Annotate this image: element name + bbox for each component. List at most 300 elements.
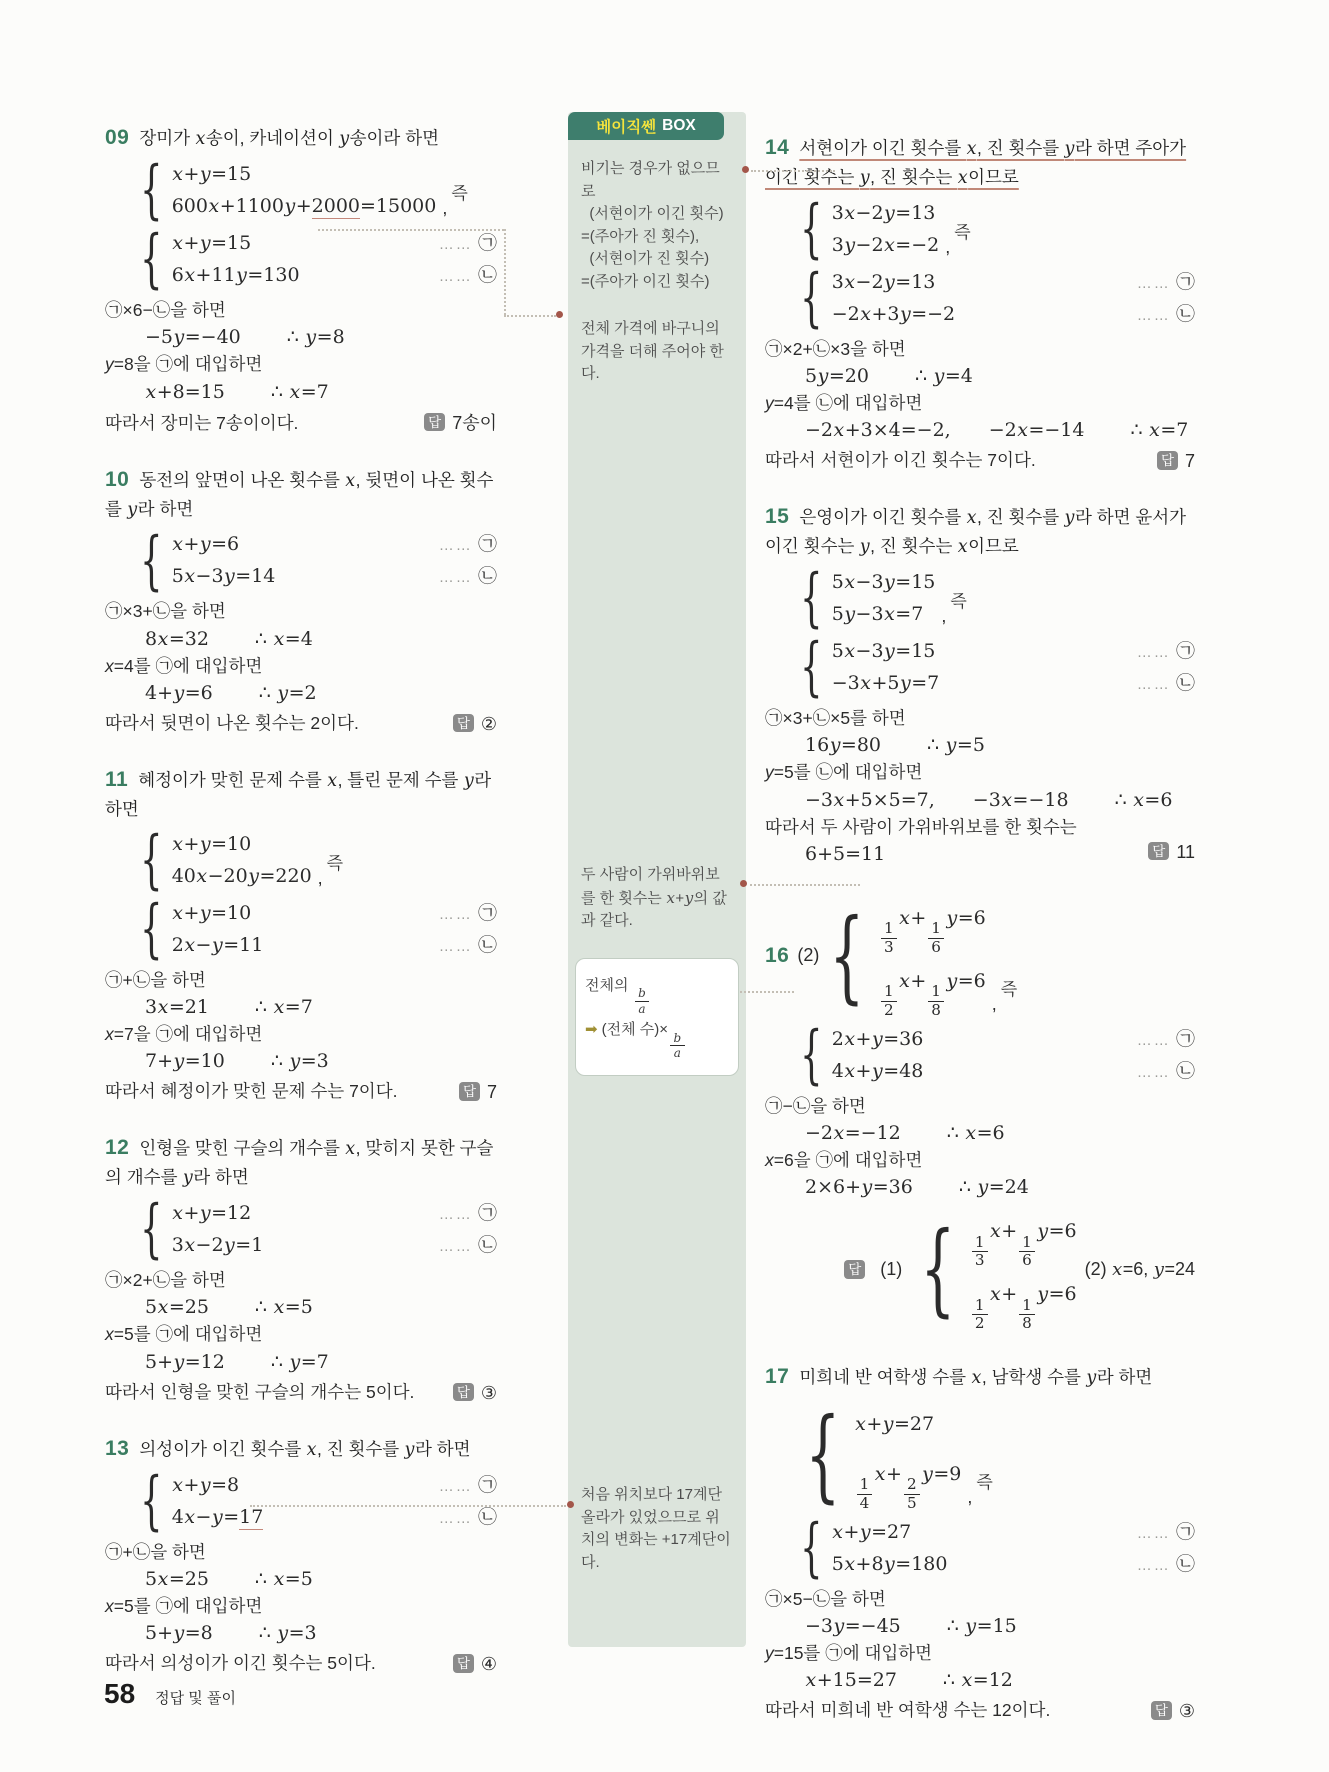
- answer-badge: 답: [1157, 451, 1178, 470]
- answer: [1151, 1701, 1195, 1722]
- solution-step: ㉠×2+㉡을 하면: [105, 1270, 226, 1291]
- equation-tag: …… ㉡: [1136, 1553, 1195, 1575]
- equation-tag: …… ㉠: [438, 534, 497, 556]
- note-line: =(주아가 진 횟수),: [581, 227, 700, 245]
- equation-system: [910, 1206, 1076, 1332]
- system-rows: [831, 636, 1195, 700]
- answer: [1157, 451, 1195, 472]
- answer-badge: 답: [1151, 1701, 1172, 1720]
- equation: 6+5=11: [805, 842, 886, 865]
- equation-tag: …… ㉡: [438, 566, 497, 588]
- system-rows: [831, 1517, 1195, 1581]
- therefore-part: ∴ y=15: [946, 1614, 1017, 1637]
- hint-card: [575, 958, 739, 1076]
- equation-row: [832, 198, 940, 230]
- solution-step: ㉠−㉡을 하면: [765, 1095, 866, 1116]
- equation-row: [171, 930, 497, 962]
- problem-number: 14: [765, 136, 790, 159]
- brace-glyph: {: [800, 261, 823, 336]
- equation-row: [172, 829, 312, 861]
- brace-glyph: {: [140, 1463, 163, 1538]
- system-suffix: ,즉: [967, 1472, 993, 1507]
- equation: 5y=20: [805, 365, 869, 388]
- problem-number: 16: [765, 943, 790, 967]
- equation: $\frac{1}{3}$ x+ $\frac{1}{6}$ y=6: [879, 893, 986, 956]
- equation: x+y=15: [172, 232, 252, 255]
- system-rows: [879, 893, 986, 1019]
- therefore-part: ∴ y=5: [927, 734, 985, 757]
- equation: 5x=25: [145, 1296, 209, 1319]
- equation-row: [172, 159, 437, 191]
- equation-system: [135, 1192, 497, 1267]
- problem-title: [105, 763, 497, 824]
- equation-row: [855, 1399, 962, 1449]
- note-line: (서현이가 이긴 횟수): [581, 205, 724, 222]
- answer: [1148, 842, 1195, 863]
- equation-row: [172, 228, 497, 260]
- equation-system: [135, 222, 497, 297]
- equation: x+y=10: [172, 832, 252, 855]
- equation-row: [879, 956, 986, 1019]
- problem-title: [765, 500, 1195, 562]
- left-column: [105, 118, 497, 1703]
- equation: 6x+11y=130: [171, 264, 300, 287]
- equation-tag: …… ㉡: [438, 934, 497, 956]
- equation-line: [145, 381, 497, 403]
- conclusion-line: [765, 447, 1195, 472]
- brace-glyph: {: [800, 1510, 823, 1585]
- note-line: 두 사람이 가위바위보를 한 횟수는 x+y의 값과 같다.: [581, 866, 727, 929]
- equation: $\frac{1}{3}$ x+ $\frac{1}{6}$ y=6: [970, 1206, 1077, 1269]
- conclusion-text: 따라서 의성이가 이긴 횟수는 5이다.: [105, 1653, 376, 1674]
- connector-line: [504, 315, 556, 317]
- page-footer: [104, 1678, 236, 1710]
- therefore-part: ∴ y=3: [258, 1622, 317, 1645]
- equation: x+y=12: [172, 1202, 252, 1225]
- problem-title: [765, 1360, 1195, 1393]
- equation-line: [805, 734, 1195, 756]
- system-rows: [970, 1206, 1077, 1332]
- equation-line: [805, 1669, 1195, 1691]
- equation: 4x+y=48: [831, 1059, 924, 1082]
- equation-row: [172, 1198, 497, 1230]
- equation: 7+y=10: [145, 1050, 225, 1073]
- answer-part: (2) x=6, y=24: [1084, 1258, 1195, 1280]
- therefore-part: ∴ x=7: [254, 996, 313, 1019]
- equation-line: [145, 996, 497, 1018]
- connector-dot: [567, 1501, 574, 1508]
- problem-11: [105, 763, 497, 1103]
- brace-glyph: {: [140, 153, 163, 228]
- equation-tag: …… ㉡: [438, 1506, 497, 1528]
- system-suffix: ,즉: [442, 184, 468, 219]
- therefore-part: ∴ x=5: [254, 1296, 313, 1319]
- system-prefix: (2): [797, 945, 820, 966]
- equation: 3x−2y=1: [171, 1234, 264, 1257]
- therefore-part: ∴ y=7: [270, 1350, 329, 1373]
- problem-14: [765, 131, 1195, 472]
- hint-box-column: [568, 112, 746, 1647]
- solution-step: ㉠×2+㉡×3을 하면: [765, 338, 906, 359]
- problem-16: [765, 893, 1195, 1333]
- equation-line: [145, 1296, 497, 1318]
- connector-line: [751, 170, 835, 172]
- problem-number: 12: [105, 1136, 130, 1160]
- answer-badge: 답: [844, 1260, 865, 1279]
- title-text: 장미가 x송이, 카네이션이 y송이라 하면: [139, 128, 440, 149]
- conclusion-line: [105, 710, 497, 735]
- therefore-part: ∴ x=7: [1130, 419, 1189, 442]
- solution-step: ㉠×3+㉡×5를 하면: [765, 708, 906, 729]
- problem-title: [765, 131, 1195, 193]
- answer: [453, 1654, 497, 1675]
- note-line: 비기는 경우가 없으므로: [581, 160, 720, 200]
- equation-row: [970, 1206, 1077, 1269]
- connector-dot: [740, 880, 747, 887]
- solution-step: x=7을 ㉠에 대입하면: [105, 1024, 263, 1045]
- equation: 3x−2y=13: [831, 201, 936, 224]
- equation-row: [831, 668, 1195, 700]
- equation-tag: …… ㉡: [1136, 303, 1195, 325]
- equation-row: [832, 599, 936, 631]
- problem-number: 17: [765, 1365, 790, 1389]
- answer-value: 11: [1176, 841, 1195, 862]
- equation: 5+y=8: [145, 1622, 213, 1645]
- brand-label: 베이직쎈: [596, 119, 657, 136]
- equation: 4x−y=17: [171, 1505, 264, 1528]
- conclusion-line: [105, 1650, 497, 1675]
- equation-row: [831, 1549, 1195, 1581]
- answer-value: ③: [1178, 1701, 1195, 1722]
- equation-line: [805, 365, 1195, 387]
- equation-system: [135, 153, 497, 228]
- answer-badge: 답: [453, 1383, 474, 1402]
- equation: 3x−2y=13: [831, 270, 936, 293]
- equation-system: [135, 1463, 497, 1538]
- problem-number: 09: [105, 126, 130, 149]
- equation: 16y=80: [805, 734, 882, 757]
- equation-row: [172, 529, 497, 561]
- solution-step: x=6을 ㉠에 대입하면: [765, 1150, 923, 1171]
- equation-system: [135, 823, 497, 897]
- brace-glyph: {: [920, 1210, 956, 1328]
- equation-row: [171, 260, 497, 292]
- conclusion-text: 따라서 뒷면이 나온 횟수는 2이다.: [105, 712, 359, 733]
- equation-system: [765, 893, 1195, 1019]
- problem-number: 13: [105, 1436, 130, 1460]
- equation-row: [831, 636, 1195, 668]
- note-line: 처음 위치보다 17계단 올라가 있었으므로 위치의 변화는 +17계단이다.: [581, 1486, 731, 1571]
- equation-row: [831, 1056, 1195, 1088]
- system-rows: [171, 1198, 497, 1262]
- problem-10: [105, 463, 497, 735]
- system-rows: [831, 267, 1195, 331]
- answer-value: 7: [486, 1082, 497, 1103]
- equation-system: [795, 630, 1195, 705]
- equation-tag: …… ㉠: [1136, 271, 1195, 293]
- right-column: [765, 128, 1195, 1750]
- equation: 5x−3y=15: [831, 571, 936, 594]
- system-rows: [172, 829, 312, 893]
- equation: 5x+8y=180: [831, 1552, 948, 1575]
- title-text: 동전의 앞면이 나온 횟수를 x, 뒷면이 나온 횟수를 y라 하면: [105, 469, 494, 520]
- page-number: 58: [104, 1678, 136, 1709]
- therefore-part: ∴ x=4: [254, 627, 313, 650]
- equation: 2x+y=36: [831, 1027, 924, 1050]
- equation-tag: …… ㉡: [438, 1235, 497, 1257]
- equation-line: [805, 1122, 1195, 1144]
- therefore-part: ∴ y=3: [270, 1050, 329, 1073]
- equation: x+y=6: [172, 533, 240, 556]
- connector-line: [504, 229, 506, 315]
- equation-system: [795, 261, 1195, 336]
- equation-row: [172, 1470, 497, 1502]
- connector-line: [750, 884, 860, 886]
- equation-row: [832, 567, 936, 599]
- brace-glyph: {: [140, 823, 163, 897]
- solution-step: x=5를 ㉠에 대입하면: [105, 1596, 263, 1617]
- problem-title: [105, 1131, 497, 1193]
- system-suffix: ,즉: [991, 979, 1018, 1014]
- equation-row: [970, 1269, 1077, 1332]
- equation-system: [135, 523, 497, 598]
- problem-title: [105, 121, 497, 154]
- equation: 4+y=6: [145, 681, 213, 704]
- equation-tag: …… ㉠: [1136, 1521, 1195, 1543]
- equation: −2x=−12: [805, 1122, 901, 1145]
- equation: −3y=−45: [805, 1614, 901, 1637]
- therefore-part: ∴ y=24: [958, 1176, 1029, 1199]
- answer-line: [765, 1206, 1195, 1332]
- equation: 3x=21: [145, 996, 209, 1019]
- equation-tag: …… ㉡: [438, 265, 497, 287]
- conclusion-line: [105, 1379, 497, 1404]
- solution-step: y=5를 ㉡에 대입하면: [765, 762, 923, 783]
- solution-step: 따라서 두 사람이 가위바위보를 한 횟수는: [765, 816, 1077, 837]
- equation: $\frac{1}{2}$ x+ $\frac{1}{8}$ y=6: [970, 1269, 1077, 1332]
- equation-tag: …… ㉠: [1136, 641, 1195, 663]
- equation-line: [805, 1176, 1195, 1198]
- problem-number: 15: [765, 505, 790, 529]
- system-rows: [831, 1024, 1195, 1088]
- answer-badge: 답: [424, 413, 445, 432]
- equation-line: [145, 1050, 497, 1072]
- solution-step: y=4를 ㉡에 대입하면: [765, 393, 923, 414]
- conclusion-line: [105, 409, 497, 435]
- brace-glyph: {: [800, 192, 823, 267]
- solution-step: ㉠×6−㉡을 하면: [105, 300, 226, 321]
- equation: x+y=27: [855, 1412, 935, 1435]
- equation: 5x−3y=15: [831, 640, 936, 663]
- equation-tag: …… ㉠: [438, 902, 497, 924]
- equation-line: [805, 843, 1195, 865]
- connector-dot: [742, 166, 749, 173]
- brace-glyph: {: [140, 1192, 163, 1267]
- brace-glyph: {: [829, 896, 865, 1014]
- therefore-part: ∴ x=6: [1114, 788, 1173, 811]
- equation: −3x+5y=7: [831, 672, 940, 695]
- hint-note-rps: [581, 864, 733, 933]
- hint-box-tab: [568, 112, 724, 140]
- brace-glyph: {: [800, 1018, 823, 1093]
- equation: −5y=−40: [145, 326, 241, 349]
- hint-card-line: 전체의 $\frac{b}{a}$: [585, 974, 729, 1015]
- problem-title: [105, 463, 497, 525]
- connector-line: [318, 229, 504, 231]
- equation: 5+y=12: [145, 1350, 225, 1373]
- connector-line: [740, 991, 794, 993]
- equation-line: [145, 1568, 497, 1590]
- system-rows: [855, 1399, 962, 1512]
- problem-title: [105, 1432, 497, 1465]
- problem-15: [765, 500, 1195, 865]
- solution-step: x=4를 ㉠에 대입하면: [105, 655, 263, 676]
- brace-glyph: {: [140, 523, 163, 598]
- equation-system: [795, 1396, 1195, 1514]
- answer-value: 7: [1184, 451, 1195, 472]
- brace-glyph: {: [140, 892, 163, 966]
- hint-card-line: (전체 수)× $\frac{b}{a}$: [602, 1021, 687, 1038]
- system-rows: [172, 159, 437, 223]
- answer-badge: 답: [1148, 842, 1169, 861]
- answer-part-label: (1): [880, 1258, 903, 1279]
- equation-system: [135, 892, 497, 966]
- system-suffix: ,즉: [941, 592, 967, 627]
- therefore-part: ∴ y=2: [258, 681, 317, 704]
- problem-09: [105, 121, 497, 435]
- answer-badge: 답: [453, 714, 474, 733]
- solution-step: x=5를 ㉠에 대입하면: [105, 1324, 263, 1345]
- answer: [459, 1082, 497, 1103]
- footer-label: 정답 및 풀이: [155, 1690, 236, 1707]
- equation-tag: …… ㉠: [1136, 1028, 1195, 1050]
- therefore-part: ∴ x=6: [946, 1122, 1005, 1145]
- system-rows: [171, 529, 497, 593]
- system-rows: [171, 228, 497, 292]
- arrow-icon: ➡: [585, 1021, 598, 1039]
- title-text: 인형을 맞힌 구슬의 개수를 x, 맞히지 못한 구슬의 개수를 y라 하면: [105, 1138, 494, 1189]
- answer: [453, 1383, 497, 1404]
- therefore-part: ∴ x=12: [942, 1669, 1013, 1692]
- box-label: BOX: [662, 117, 696, 134]
- equation-line: [145, 1622, 497, 1644]
- equation-system: [795, 192, 1195, 267]
- equation-line: [805, 419, 1195, 441]
- problem-12: [105, 1131, 497, 1403]
- answer-badge: 답: [453, 1654, 474, 1673]
- brace-glyph: {: [800, 561, 823, 636]
- conclusion-text: 따라서 미희네 반 여학생 수는 12이다.: [765, 1700, 1051, 1721]
- equation: $\frac{1}{4}$ x+ $\frac{2}{5}$ y=9: [855, 1449, 962, 1512]
- conclusion-text: 따라서 서현이가 이긴 횟수는 7이다.: [765, 450, 1036, 471]
- brace-glyph: {: [140, 222, 163, 297]
- conclusion-text: 따라서 인형을 맞힌 구슬의 개수는 5이다.: [105, 1381, 415, 1402]
- equation: x+15=27: [805, 1669, 897, 1692]
- equation-row: [172, 898, 497, 930]
- answer-badge: 답: [459, 1082, 480, 1101]
- equation-row: [831, 267, 1195, 299]
- equation: x+y=27: [832, 1520, 912, 1543]
- equation-line: [805, 1615, 1195, 1637]
- equation-line: [145, 326, 497, 348]
- conclusion-line: [765, 1697, 1195, 1722]
- equation: 3y−2x=−2: [831, 233, 940, 256]
- equation-line: [805, 789, 1195, 811]
- problem-number: 11: [105, 767, 129, 791]
- title-text: 은영이가 이긴 횟수를 x, 진 횟수를 y라 하면 윤서가 이긴 횟수는 y, 진 횟수는 x이므로: [765, 507, 1187, 558]
- equation-line: [145, 682, 497, 704]
- system-rows: [171, 1470, 497, 1534]
- equation: x+y=10: [172, 901, 252, 924]
- equation-system: [795, 1510, 1195, 1585]
- equation-line: [145, 628, 497, 650]
- therefore-part: ∴ y=8: [286, 326, 345, 349]
- equation: 2×6+y=36: [805, 1176, 913, 1199]
- equation-tag: …… ㉠: [438, 1203, 497, 1225]
- conclusion-text: 따라서 혜정이가 맞힌 문제 수는 7이다.: [105, 1081, 398, 1102]
- answer: [453, 714, 497, 735]
- title-text: 서현이가 이긴 횟수를 x, 진 횟수를 y라 하면 주아가 이긴 횟수는 y, 진 횟수는 x이므로: [765, 138, 1187, 189]
- equation: −2x+3y=−2: [831, 302, 956, 325]
- equation: 2x−y=11: [171, 933, 264, 956]
- answer-value: ②: [480, 713, 497, 734]
- system-rows: [832, 567, 936, 631]
- equation: 5x=25: [145, 1568, 209, 1591]
- brace-glyph: {: [800, 630, 823, 705]
- equation-tag: …… ㉡: [1136, 1060, 1195, 1082]
- equation-row: [831, 299, 1195, 331]
- title-text: 미희네 반 여학생 수를 x, 남학생 수를 y라 하면: [799, 1367, 1153, 1389]
- answer: [424, 409, 497, 435]
- therefore-part: ∴ y=4: [914, 365, 973, 388]
- equation: −3x+5×5=7, −3x=−18: [805, 788, 1069, 811]
- equation-tag: …… ㉠: [438, 1474, 497, 1496]
- solution-step: ㉠×5−㉡을 하면: [765, 1588, 886, 1609]
- equation-line: [145, 1351, 497, 1373]
- answer-value: ④: [480, 1654, 497, 1675]
- system-suffix: ,즉: [317, 853, 344, 888]
- solution-step: ㉠+㉡을 하면: [105, 969, 206, 990]
- equation: x+y=15: [172, 163, 252, 186]
- answer-value: 7송이: [452, 412, 497, 433]
- equation-tag: …… ㉠: [438, 233, 497, 255]
- note-line: 전체 가격에 바구니의 가격을 더해 주어야 한다.: [581, 320, 724, 382]
- connector-line: [250, 1505, 566, 1507]
- problem-17: [765, 1360, 1195, 1722]
- equation-tag: …… ㉡: [1136, 673, 1195, 695]
- system-suffix: ,즉: [945, 222, 971, 257]
- note-line: (서현이가 진 횟수): [581, 250, 710, 267]
- equation-row: [832, 230, 940, 262]
- hint-note-basket: [581, 318, 733, 386]
- note-line: =(주아가 이긴 횟수): [581, 272, 710, 290]
- equation: x+8=15: [145, 380, 225, 403]
- equation: 5y−3x=7: [831, 603, 924, 626]
- solution-step: y=8을 ㉠에 대입하면: [105, 354, 263, 375]
- solution-step: ㉠+㉡을 하면: [105, 1541, 206, 1562]
- title-text: 의성이가 이긴 횟수를 x, 진 횟수를 y라 하면: [139, 1438, 471, 1460]
- therefore-part: ∴ x=7: [270, 380, 329, 403]
- equation-row: [832, 1517, 1195, 1549]
- problem-number: 10: [105, 467, 130, 491]
- equation: 8x=32: [145, 627, 209, 650]
- equation-row: [171, 1230, 497, 1262]
- conclusion-text: 따라서 장미는 7송이이다.: [105, 412, 299, 433]
- solution-step: y=15를 ㉠에 대입하면: [765, 1642, 933, 1663]
- equation: 5x−3y=14: [171, 565, 276, 588]
- answer-value: ③: [480, 1382, 497, 1403]
- brace-glyph: {: [805, 1396, 841, 1514]
